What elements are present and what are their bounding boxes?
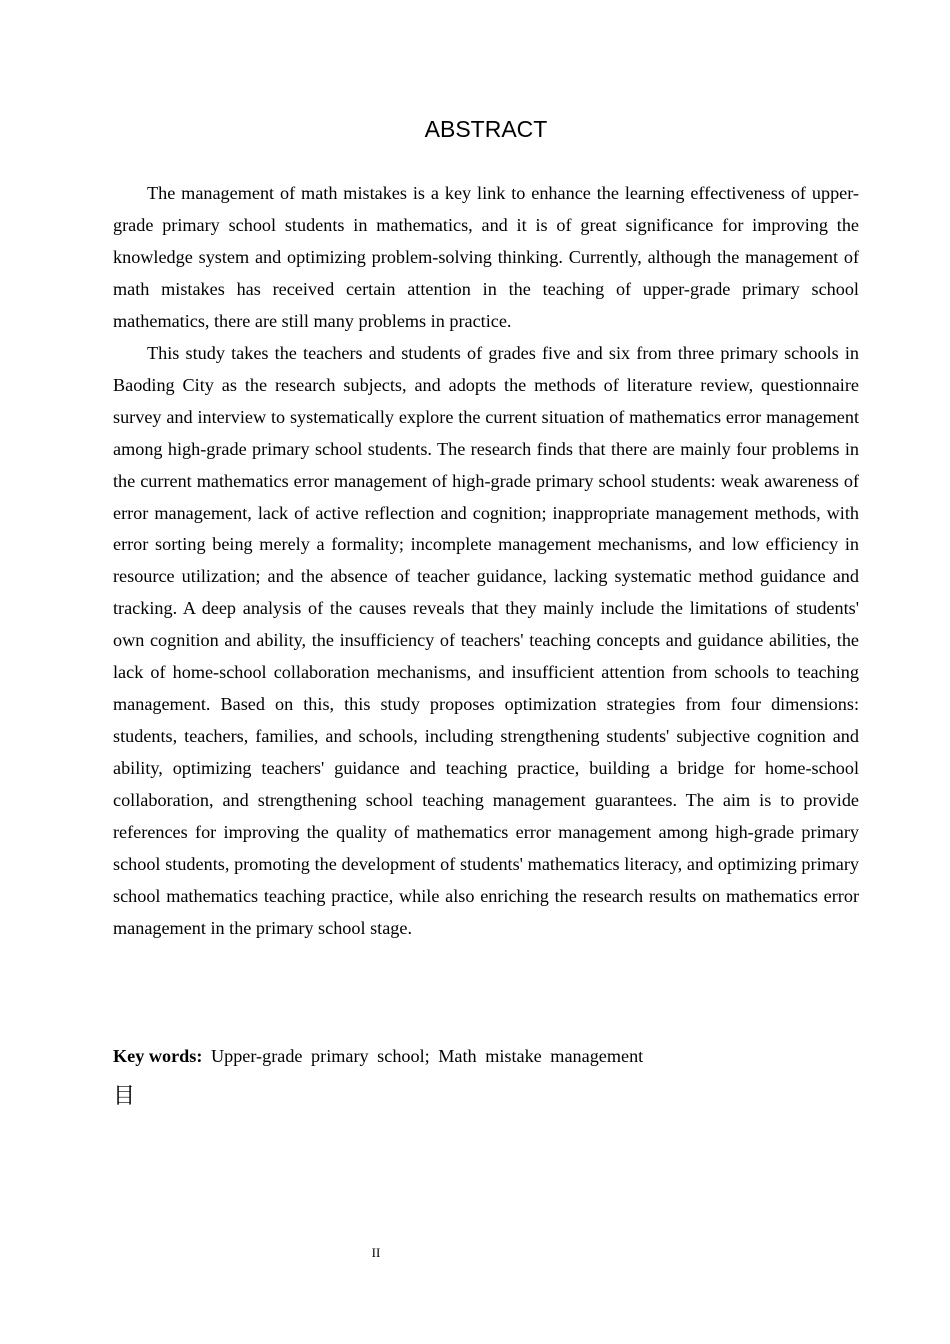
- keywords-text: Upper-grade primary school; Math mistake management: [210, 1046, 644, 1066]
- abstract-body: [113, 178, 859, 945]
- abstract-title: ABSTRACT: [424, 116, 548, 142]
- toc-heading: 目: [113, 1084, 136, 1109]
- abstract-paragraph-1: The management of math mistakes is a key link to enhance the learning effectiveness of upper-grade primary school students in mathematics, and it is of great significance for improving the knowledge system and optimizing problem-solving thinking. Currently, although the management of math mistakes has received certain attention in the teaching of upper-grade primary school mathematics, there are still many problems in practice.: [113, 183, 859, 331]
- keywords-label: Key words:: [113, 1046, 203, 1066]
- page-number: II: [371, 1245, 381, 1260]
- abstract-paragraph-2: This study takes the teachers and students of grades five and six from three primary schools in Baoding City as the research subjects, and adopts the methods of literature review, questionnaire survey and interview to systematically explore the current situation of mathematics error management among high-grade primary school students. The research finds that there are mainly four problems in the current mathematics error management of high-grade primary school students: weak awareness of error management, lack of active reflection and cognition; inappropriate management methods, with error sorting being merely a formality; incomplete management mechanisms, and low efficiency in resource utilization; and the absence of teacher guidance, lacking systematic method guidance and tracking. A deep analysis of the causes reveals that they mainly include the limitations of students' own cognition and ability, the insufficiency of teachers' teaching concepts and guidance abilities, the lack of home-school collaboration mechanisms, and insufficient attention from schools to teaching management. Based on this, this study proposes optimization strategies from four dimensions: students, teachers, families, and schools, including strengthening students' subjective cognition and ability, optimizing teachers' guidance and teaching practice, building a bridge for home-school collaboration, and strengthening school teaching management guarantees. The aim is to provide references for improving the quality of mathematics error management among high-grade primary school students, promoting the development of students' mathematics literacy, and optimizing primary school mathematics teaching practice, while also enriching the research results on mathematics error management in the primary school stage.: [113, 342, 859, 938]
- keywords-line: [113, 1040, 859, 1072]
